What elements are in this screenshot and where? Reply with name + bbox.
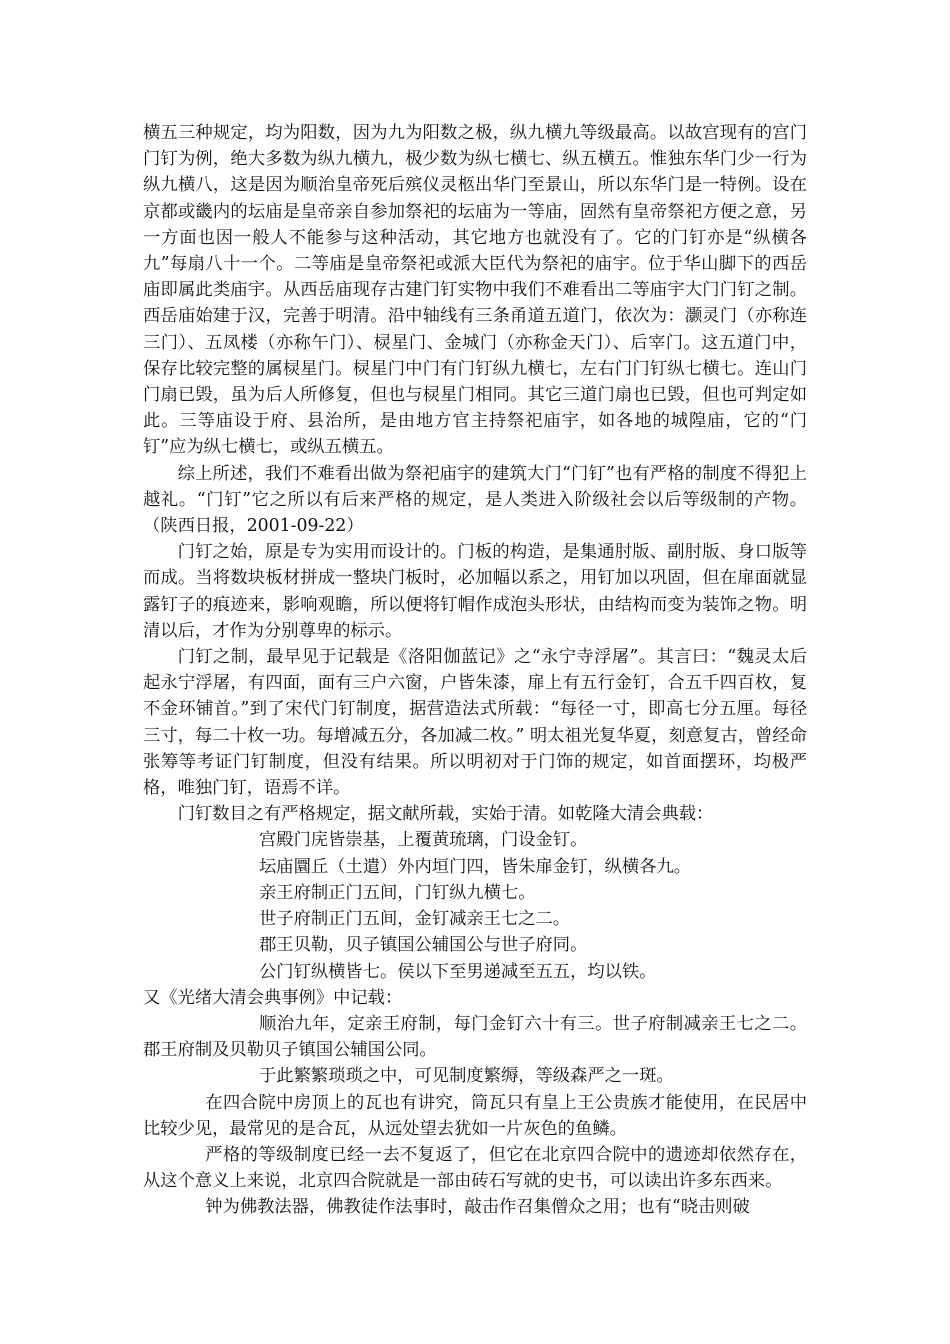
quote-line: 郡王贝勒，贝子镇国公辅国公与世子府同。 bbox=[259, 935, 588, 956]
paragraph-gate-nail-grades: 横五三种规定，均为阳数，因为九为阳数之极，纵九横九等级最高。以故宫现有的宫门门钉为例，绝大多数为纵九横九，极少数为纵七横七、纵五横五。惟独东华门少一行为纵九横八，这是因为顺治皇帝死后殡仪灵柩出华门至景山，所以东华门是一特例。设在京都或畿内的坛庙是皇帝亲自参加祭祀的坛庙为一等庙，固然有皇帝祭祀方便之意，另一方面也因一般人不能参与这种活动，其它地方也就没有了。它的门钉亦是“纵横各九”每扇八十一个。二等庙是皇帝祭祀或派大臣代为祭祀的庙宇。位于华山脚下的西岳庙即属此类庙宇。从西岳庙现存古建门钉实物中我们不难看出二等庙宇大门门钉之制。西岳庙始建于汉，完善于明清。沿中轴线有三条甬道五道门，依次为：灏灵门（亦称连三门）、五凤楼（亦称午门）、棂星门、金城门（亦称金天门）、后宰门。这五道门中，保存比较完整的属棂星门。棂星门中门有门钉纵九横七，左右门门钉纵七横七。连山门门扇已毁，虽为后人所修复，但也与棂星门相同。其它三道门扇也已毁，但也可判定如此。三等庙设于府、县治所，是由地方官主持祭祀庙宇，如各地的城隍庙，它的“门钉”应为纵七横七，或纵五横五。 bbox=[143, 123, 807, 458]
paragraph-qing-rules: 门钉数目之有严格规定，据文献所载，实始于清。如乾隆大清会典载： bbox=[177, 804, 714, 825]
paragraph-bell: 钟为佛教法器，佛教徒作法事时，敲击作召集僧众之用；也有“晓击则破 bbox=[205, 1197, 750, 1218]
paragraph-history: 严格的等级制度已经一去不复返了，但它在北京四合院中的遗迹却依然存在，从这个意义上来说，北京四合院就是一部由砖石写就的史书，可以读出许多东西来。 bbox=[143, 1144, 807, 1192]
quote-shunzhi: 顺治九年，定亲王府制，每门金钉六十有三。世子府制减亲王七之二。郡王府制及贝勒贝子镇国公辅国公同。 bbox=[143, 1013, 807, 1061]
quote-line: 世子府制正门五间，金钉减亲王七之二。 bbox=[259, 909, 571, 930]
paragraph-summary: 综上所述，我们不难看出做为祭祀庙宇的建筑大门“门钉”也有严格的制度不得犯上越礼。“门钉”它之所以有后来严格的规定，是人类进入阶级社会以后等级制的产物。（陕西日报，2001-09-22） bbox=[143, 463, 807, 537]
paragraph-roof-tiles: 在四合院中房顶上的瓦也有讲究，筒瓦只有皇上王公贵族才能使用，在民居中比较少见，最常见的是合瓦，从远处望去犹如一片灰色的鱼鳞。 bbox=[143, 1092, 807, 1139]
paragraph-guangxu-intro: 又《光绪大清会典事例》中记载： bbox=[143, 987, 403, 1008]
quote-line: 亲王府制正门五间，门钉纵九横七。 bbox=[259, 882, 536, 903]
paragraph-earliest-record: 门钉之制，最早见于记载是《洛阳伽蓝记》之“永宁寺浮屠”。其言曰：“魏灵太后起永宁浮屠，有四面，面有三户六窗，户皆朱漆，扉上有五行金钉，合五千四百枚，复不金环铺首。”到了宋代门钉制度，据营造法式所载：“每径一寸，即高七分五厘。每径三寸，每二十枚一功。每增减五分，各加减二枚。” 明太祖光复华夏，刻意复古，曾经命张筹等考证门钉制度，但没有结果。所以明初对于门饰的规定，如首面摆环，均极严格，唯独门钉，语焉不详。 bbox=[143, 647, 807, 799]
paragraph-origin: 门钉之始，原是专为实用而设计的。门板的构造，是集通肘版、副肘版、身口版等而成。当将数块板材拼成一整块门板时，必加幅以系之，用钉加以巩固，但在扉面就显露钉子的痕迹来，影响观瞻，所以便将钉帽作成泡头形状，由结构而变为装饰之物。明清以后，才作为分别尊卑的标示。 bbox=[143, 542, 807, 641]
quote-line: 公门钉纵横皆七。侯以下至男递减至五五，均以铁。 bbox=[259, 961, 657, 982]
quote-line: 于此繁繁琐琐之中，可见制度繁缛，等级森严之一斑。 bbox=[259, 1066, 674, 1087]
quote-line: 坛庙圜丘（土遣）外内垣门四，皆朱扉金钉，纵横各九。 bbox=[259, 856, 692, 877]
document-body bbox=[143, 120, 807, 1221]
quote-line: 宫殿门庑皆崇基，上覆黄琉璃，门设金钉。 bbox=[259, 830, 588, 851]
